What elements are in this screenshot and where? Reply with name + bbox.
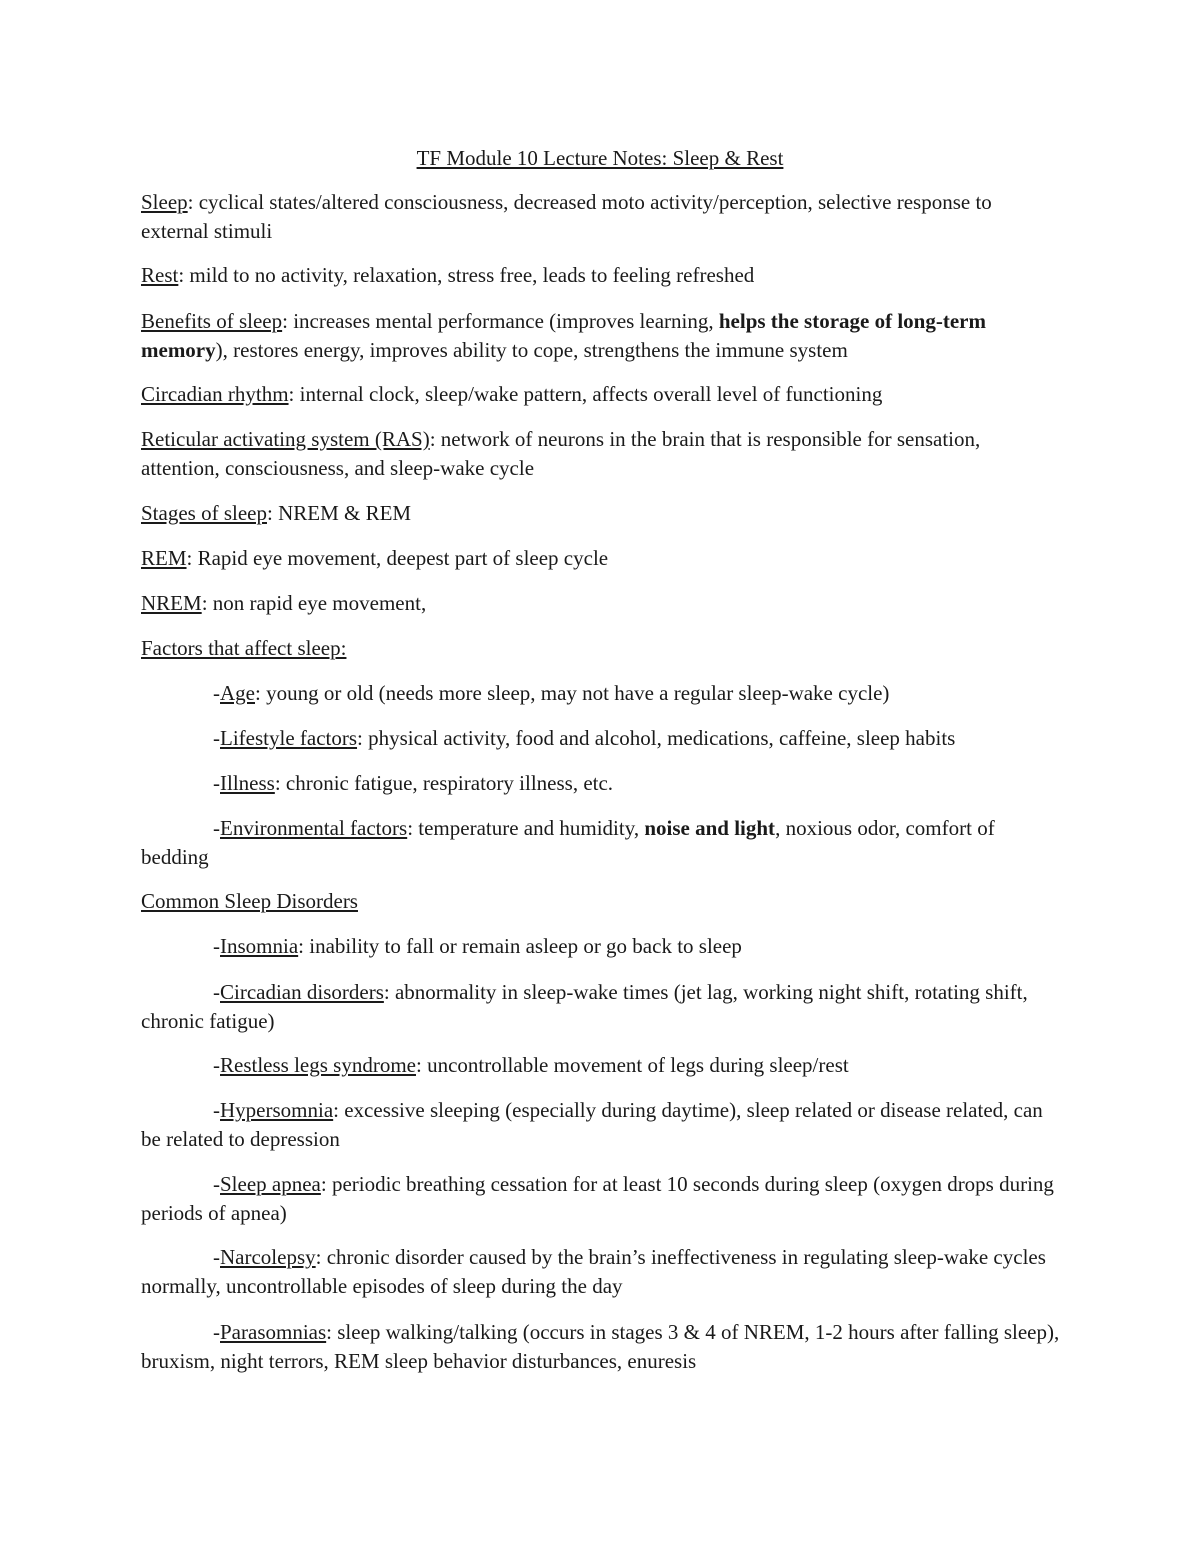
definition-text: : increases mental performance (improves learning, xyxy=(282,309,719,333)
term-label: Circadian disorders xyxy=(220,980,384,1004)
list-prefix: - xyxy=(213,1320,220,1344)
definition-tail-text: ), restores energy, improves ability to cope, strengthens the immune system xyxy=(215,338,848,362)
disorder-narcolepsy xyxy=(141,1243,1061,1301)
list-prefix: - xyxy=(213,726,220,750)
term-label: Circadian rhythm xyxy=(141,382,289,406)
list-prefix: - xyxy=(213,816,220,840)
term-label: REM xyxy=(141,546,187,570)
term-label: Narcolepsy xyxy=(220,1245,316,1269)
list-prefix: - xyxy=(213,1172,220,1196)
list-prefix: - xyxy=(213,934,220,958)
disorder-text: : sleep walking/talking (occurs in stages 3 & 4 of NREM, 1-2 hours after falling sleep), bruxism, night terrors, REM sleep behavior disturbances, enuresis xyxy=(141,1320,1060,1373)
definition-text: : NREM & REM xyxy=(266,501,412,525)
factor-bold-text: noise and light xyxy=(644,816,776,840)
disorder-hypersomnia xyxy=(141,1096,1061,1154)
term-label: Reticular activating system (RAS) xyxy=(141,427,430,451)
definition-text: : Rapid eye movement, deepest part of sleep cycle xyxy=(186,546,609,570)
disorder-insomnia xyxy=(141,932,1061,961)
disorder-text: : excessive sleeping (especially during daytime), sleep related or disease related, can be related to depression xyxy=(141,1098,1043,1151)
factor-environmental xyxy=(141,814,1061,872)
disorder-sleep-apnea xyxy=(141,1170,1061,1228)
disorder-circadian xyxy=(141,978,1061,1036)
disorders-heading: Common Sleep Disorders xyxy=(141,889,358,913)
factor-lifestyle xyxy=(141,724,1061,753)
disorder-text: : periodic breathing cessation for at least 10 seconds during sleep (oxygen drops during periods of apnea) xyxy=(141,1172,1054,1225)
disorder-parasomnias xyxy=(141,1318,1061,1376)
factor-age xyxy=(141,679,1061,708)
factor-text: : temperature and humidity, xyxy=(407,816,645,840)
definition-ras xyxy=(141,425,1061,483)
term-label: Illness xyxy=(220,771,275,795)
definition-bold-text: helps the storage of long-term memory xyxy=(141,309,986,362)
factors-heading: Factors that affect sleep: xyxy=(141,636,347,660)
definition-text: : non rapid eye movement, xyxy=(201,591,427,615)
page-title: TF Module 10 Lecture Notes: Sleep & Rest xyxy=(416,146,784,170)
definition-text: : mild to no activity, relaxation, stress free, leads to feeling refreshed xyxy=(178,263,755,287)
definition-rest xyxy=(141,261,1061,290)
factor-text: : young or old (needs more sleep, may not have a regular sleep-wake cycle) xyxy=(255,681,890,705)
disorder-text: : abnormality in sleep-wake times (jet lag, working night shift, rotating shift, chronic fatigue) xyxy=(141,980,1028,1033)
definition-benefits-of-sleep xyxy=(141,307,1061,365)
term-label: Insomnia xyxy=(220,934,299,958)
list-prefix: - xyxy=(213,681,220,705)
term-label: Restless legs syndrome xyxy=(220,1053,416,1077)
term-label: Stages of sleep xyxy=(141,501,267,525)
term-label: Sleep apnea xyxy=(220,1172,321,1196)
term-label: Rest xyxy=(141,263,179,287)
factor-text: : chronic fatigue, respiratory illness, etc. xyxy=(274,771,614,795)
term-label: Environmental factors xyxy=(220,816,408,840)
list-prefix: - xyxy=(213,1053,220,1077)
list-prefix: - xyxy=(213,1245,220,1269)
term-label: NREM xyxy=(141,591,202,615)
list-prefix: - xyxy=(213,1098,220,1122)
term-label: Lifestyle factors xyxy=(220,726,358,750)
list-prefix: - xyxy=(213,771,220,795)
term-label: Age xyxy=(220,681,255,705)
disorder-text: : uncontrollable movement of legs during sleep/rest xyxy=(415,1053,849,1077)
list-prefix: - xyxy=(213,980,220,1004)
definition-stages-of-sleep xyxy=(141,499,1061,528)
definition-circadian-rhythm xyxy=(141,380,1061,409)
term-label: Parasomnias xyxy=(220,1320,327,1344)
factor-text: : physical activity, food and alcohol, medications, caffeine, sleep habits xyxy=(357,726,956,750)
disorder-text: : chronic disorder caused by the brain’s ineffectiveness in regulating sleep-wake cycles normally, uncontrollable episodes of sleep during the day xyxy=(141,1245,1046,1298)
term-label: Sleep xyxy=(141,190,188,214)
definition-nrem xyxy=(141,589,1061,618)
factor-tail-text: , noxious odor, comfort of bedding xyxy=(141,816,995,869)
definition-sleep xyxy=(141,188,1061,246)
disorder-restless-legs xyxy=(141,1051,1061,1080)
factor-illness xyxy=(141,769,1061,798)
definition-text: : internal clock, sleep/wake pattern, affects overall level of functioning xyxy=(288,382,883,406)
definition-text: : network of neurons in the brain that is responsible for sensation, attention, consciousness, and sleep-wake cycle xyxy=(141,427,981,480)
definition-rem xyxy=(141,544,1061,573)
term-label: Benefits of sleep xyxy=(141,309,283,333)
term-label: Hypersomnia xyxy=(220,1098,334,1122)
definition-text: : cyclical states/altered consciousness, decreased moto activity/perception, selective response to external stimuli xyxy=(141,190,992,243)
disorder-text: : inability to fall or remain asleep or go back to sleep xyxy=(298,934,742,958)
